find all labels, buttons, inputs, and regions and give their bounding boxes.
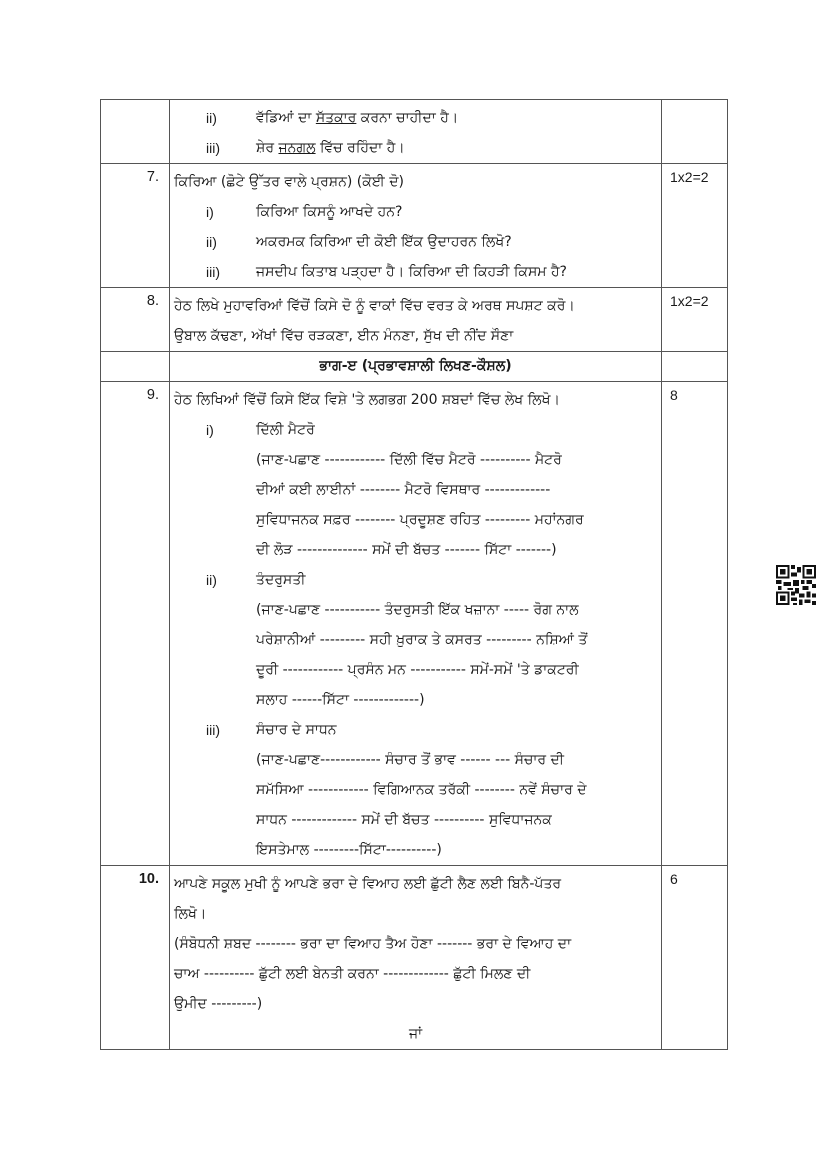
essay-topic bbox=[174, 715, 657, 745]
sub-item-text: ਜਸਦੀਪ ਕਿਤਾਬ ਪੜ੍ਹਦਾ ਹੈ। ਕਿਰਿਆ ਦੀ ਕਿਹੜੀ ਕਿਸਮ ਹੈ? bbox=[256, 264, 567, 280]
sub-item-label: i) bbox=[206, 204, 214, 220]
outline-line: ਸੁਵਿਧਾਜਨਕ ਸਫ਼ਰ -------- ਪ੍ਰਦੂਸ਼ਣ ਰਹਿਤ --------- ਮਹਾਂਨਗਰ bbox=[256, 512, 584, 528]
topic-label: iii) bbox=[206, 722, 220, 738]
topic-label: ii) bbox=[206, 572, 217, 588]
sub-item-text: ਕਿਰਿਆ ਕਿਸਨੂੰ ਆਖਦੇ ਹਨ? bbox=[256, 204, 403, 220]
question-paper-table bbox=[100, 99, 728, 1050]
sub-item bbox=[174, 197, 657, 227]
sub-item-text bbox=[256, 133, 405, 163]
marks-value: 8 bbox=[662, 382, 728, 866]
idiom-list: ਉਬਾਲ ਕੱਢਣਾ, ਅੱਖਾਂ ਵਿੱਚ ਰੜਕਣਾ, ਈਨ ਮੰਨਣਾ, ਸੁੱਖ ਦੀ ਨੀਂਦ ਸੌਣਾ bbox=[174, 328, 514, 344]
outline-line: ਦੀ ਲੋੜ -------------- ਸਮੇਂ ਦੀ ਬੱਚਤ ------- ਸਿੱਟਾ -------) bbox=[256, 542, 557, 558]
question-10-row bbox=[101, 866, 728, 1050]
outline-line: (ਜਾਣ-ਪਛਾਣ------------ ਸੰਚਾਰ ਤੋਂ ਭਾਵ ------ --- ਸੰਚਾਰ ਦੀ bbox=[256, 752, 565, 768]
sub-item bbox=[174, 133, 657, 163]
question-7-row bbox=[101, 164, 728, 288]
outline-line: (ਜਾਣ-ਪਛਾਣ ----------- ਤੰਦਰੁਸਤੀ ਇੱਕ ਖਜ਼ਾਨਾ ----- ਰੋਗ ਨਾਲ bbox=[256, 602, 579, 618]
text-fragment: ਵਿੱਚ ਰਹਿੰਦਾ ਹੈ। bbox=[315, 140, 405, 156]
outline-line: ਚਾਅ ---------- ਛੁੱਟੀ ਲਈ ਬੇਨਤੀ ਕਰਨਾ ------------- ਛੁੱਟੀ ਮਿਲਣ ਦੀ bbox=[174, 966, 531, 982]
qr-code-icon bbox=[776, 565, 816, 605]
outline-line: ਪਰੇਸ਼ਾਨੀਆਂ --------- ਸਹੀ ਖ਼ੁਰਾਕ ਤੇ ਕਸਰਤ --------- ਨਸ਼ਿਆਂ ਤੋਂ bbox=[256, 632, 588, 648]
underlined-word: ਜਨਗਲ bbox=[278, 140, 316, 156]
topic-title: ਸੰਚਾਰ ਦੇ ਸਾਧਨ bbox=[256, 722, 337, 738]
question-body-cell bbox=[170, 288, 662, 352]
outline-line: ਦੀਆਂ ਕਈ ਲਾਈਨਾਂ -------- ਮੈਟਰੋ ਵਿਸਥਾਰ ------------- bbox=[256, 482, 551, 498]
outline-line: ਦੂਰੀ ------------ ਪ੍ਰਸੰਨ ਮਨ ----------- ਸਮੇਂ-ਸਮੇਂ 'ਤੇ ਡਾਕਟਰੀ bbox=[256, 662, 579, 678]
text-fragment: ਵੱਡਿਆਂ ਦਾ bbox=[256, 110, 316, 126]
marks-cell bbox=[662, 352, 728, 382]
outline-line: ਸਮੱਸਿਆ ------------ ਵਿਗਿਆਨਕ ਤਰੱਕੀ -------- ਨਵੇਂ ਸੰਚਾਰ ਦੇ bbox=[256, 782, 587, 798]
question-number: 10. bbox=[101, 866, 170, 1050]
text-fragment: ਸ਼ੇਰ bbox=[256, 140, 279, 156]
question-body-cell bbox=[170, 100, 662, 164]
sub-item bbox=[174, 257, 657, 287]
outline-line: (ਜਾਣ-ਪਛਾਣ ------------ ਦਿੱਲੀ ਵਿੱਚ ਮੈਟਰੋ ---------- ਮੈਟਰੋ bbox=[256, 452, 562, 468]
sub-item-label: ii) bbox=[206, 234, 217, 250]
topic-title: ਤੰਦਰੁਸਤੀ bbox=[256, 572, 306, 588]
question-prompt: ਹੇਠ ਲਿਖਿਆਂ ਵਿੱਚੋਂ ਕਿਸੇ ਇੱਕ ਵਿਸ਼ੇ 'ਤੇ ਲਗਭਗ 200 ਸ਼ਬਦਾਂ ਵਿੱਚ ਲੇਖ ਲਿਖੋ। bbox=[174, 392, 560, 408]
topic-label: i) bbox=[206, 422, 214, 438]
marks-cell bbox=[662, 100, 728, 164]
question-8-row bbox=[101, 288, 728, 352]
question-prompt-line: ਆਪਣੇ ਸਕੂਲ ਮੁਖੀ ਨੂੰ ਆਪਣੇ ਭਰਾ ਦੇ ਵਿਆਹ ਲਈ ਛੁੱਟੀ ਲੈਣ ਲਈ ਬਿਨੈ-ਪੱਤਰ bbox=[174, 876, 562, 892]
or-label: ਜਾਂ bbox=[408, 1026, 423, 1042]
question-prompt-line: ਲਿਖੋ। bbox=[174, 906, 207, 922]
sub-item-text: ਅਕਰਮਕ ਕਿਰਿਆ ਦੀ ਕੋਈ ਇੱਕ ਉਦਾਹਰਨ ਲਿਖੋ? bbox=[256, 234, 512, 250]
outline-line: ਉਮੀਦ ---------) bbox=[174, 996, 263, 1012]
question-6-continued-row bbox=[101, 100, 728, 164]
sub-item-label: ii) bbox=[206, 110, 217, 126]
outline-line: ਸਲਾਹ ------ਸਿੱਟਾ -------------) bbox=[256, 692, 425, 708]
question-number-cell bbox=[101, 100, 170, 164]
essay-topic bbox=[174, 415, 657, 445]
question-number: 8. bbox=[101, 288, 170, 352]
question-prompt: ਕਿਰਿਆ (ਛੋਟੇ ਉੱਤਰ ਵਾਲੇ ਪ੍ਰਸ਼ਨ) (ਕੋਈ ਦੋ) bbox=[174, 174, 404, 190]
question-9-row bbox=[101, 382, 728, 866]
outline-line: ਇਸਤੇਮਾਲ ---------ਸਿੱਟਾ----------) bbox=[256, 842, 442, 858]
question-number-cell bbox=[101, 352, 170, 382]
marks-value: 1x2=2 bbox=[662, 164, 728, 288]
marks-value: 6 bbox=[662, 866, 728, 1050]
essay-topic bbox=[174, 565, 657, 595]
section-title: ਭਾਗ-ੲ (ਪ੍ਰਭਾਵਸ਼ਾਲੀ ਲਿਖਣ-ਕੌਸ਼ਲ) bbox=[170, 352, 662, 382]
underlined-word: ਸੱਤਕਾਰ bbox=[315, 110, 357, 126]
question-body-cell bbox=[170, 164, 662, 288]
outline-line: (ਸੰਬੋਧਨੀ ਸ਼ਬਦ -------- ਭਰਾ ਦਾ ਵਿਆਹ ਤੈਅ ਹੋਣਾ ------- ਭਰਾ ਦੇ ਵਿਆਹ ਦਾ bbox=[174, 936, 572, 952]
sub-item-text bbox=[256, 103, 458, 133]
question-number: 7. bbox=[101, 164, 170, 288]
question-number: 9. bbox=[101, 382, 170, 866]
outline-line: ਸਾਧਨ ------------- ਸਮੇਂ ਦੀ ਬੱਚਤ ---------- ਸੁਵਿਧਾਜਨਕ bbox=[256, 812, 552, 828]
section-heading-row bbox=[101, 352, 728, 382]
marks-value: 1x2=2 bbox=[662, 288, 728, 352]
topic-outline bbox=[174, 745, 657, 865]
question-prompt: ਹੇਠ ਲਿਖੇ ਮੁਹਾਵਰਿਆਂ ਵਿੱਚੋਂ ਕਿਸੇ ਦੋ ਨੂੰ ਵਾਕਾਂ ਵਿੱਚ ਵਰਤ ਕੇ ਅਰਥ ਸਪਸ਼ਟ ਕਰੋ। bbox=[174, 298, 575, 314]
topic-title: ਦਿੱਲੀ ਮੈਟਰੋ bbox=[256, 422, 315, 438]
question-body-cell bbox=[170, 382, 662, 866]
sub-item bbox=[174, 103, 657, 133]
text-fragment: ਕਰਨਾ ਚਾਹੀਦਾ ਹੈ। bbox=[356, 110, 459, 126]
sub-item bbox=[174, 227, 657, 257]
topic-outline bbox=[174, 445, 657, 565]
topic-outline bbox=[174, 595, 657, 715]
sub-item-label: iii) bbox=[206, 264, 220, 280]
question-body-cell bbox=[170, 866, 662, 1050]
sub-item-label: iii) bbox=[206, 140, 220, 156]
